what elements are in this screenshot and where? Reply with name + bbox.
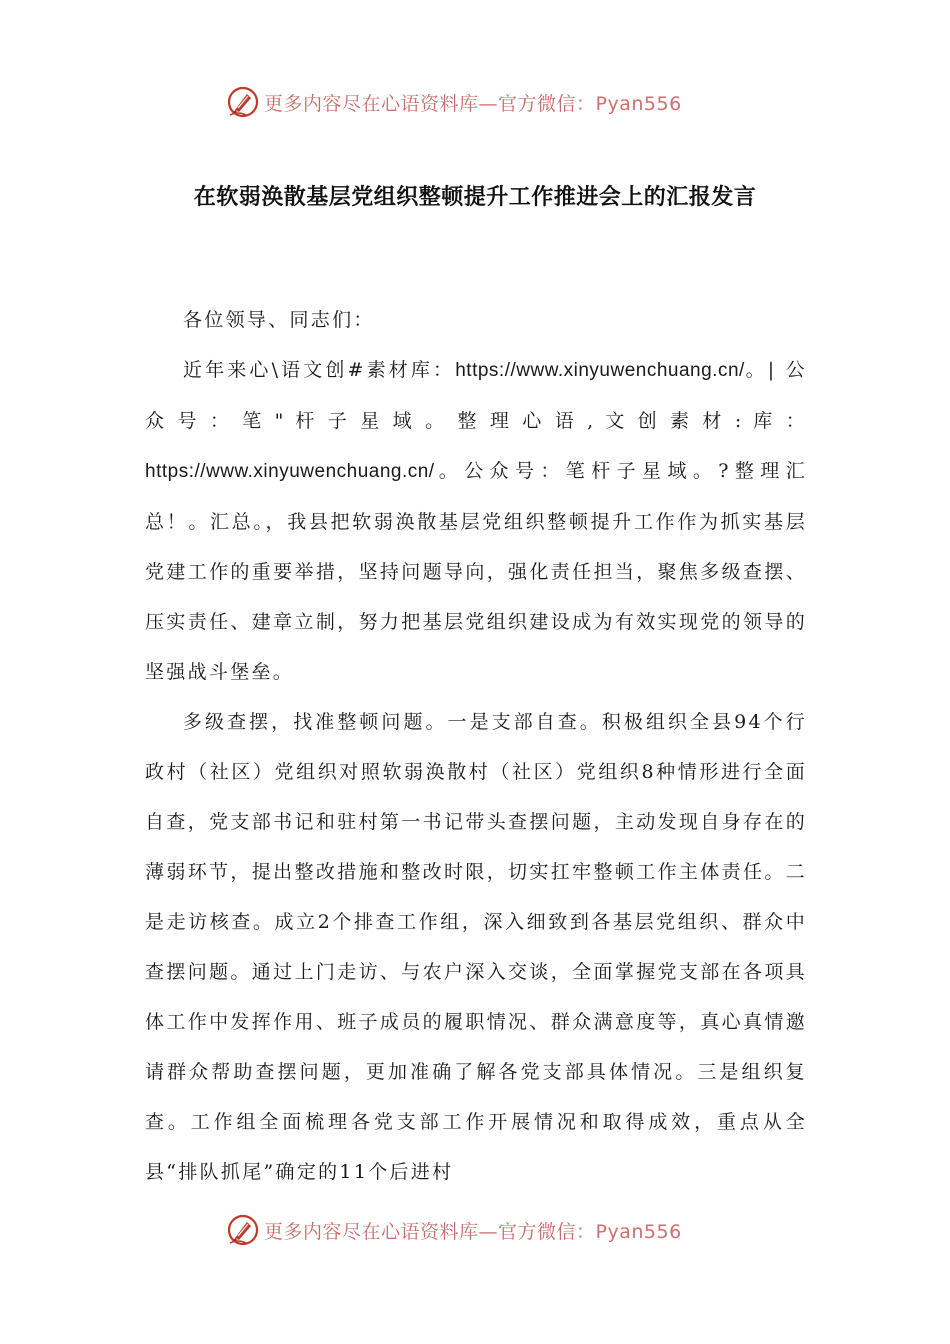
banner-text: 更多内容尽在心语资料库—官方微信：Pyan556 [264,92,682,115]
paragraph-intro [145,345,807,697]
pen-nib-logo-icon [226,1213,260,1247]
banner-text: 更多内容尽在心语资料库—官方微信：Pyan556 [264,1220,682,1243]
greeting-paragraph: 各位领导、同志们： [183,309,375,331]
source-link-1[interactable]: https://www.xinyuwenchuang.cn/ [455,360,745,381]
header-banner [226,82,682,122]
intro-text-a: 近年来心\语文创#素材库： [183,359,456,381]
document-title: 在软弱涣散基层党组织整顿提升工作推进会上的汇报发言 [193,184,757,210]
paragraph-inspection: 多级查摆，找准整顿问题。一是支部自查。积极组织全县94个行政村（社区）党组织对照软弱涣散村（社区）党组织8种情形进行全面自查，党支部书记和驻村第一书记带头查摆问题，主动发现自身存在的薄弱环节，提出整改措施和整改时限，切实扛牢整顿工作主体责任。二是走访核查。成立2个排查工作组，深入细致到各基层党组织、群众中查摆问题。通过上门走访、与农户深入交谈，全面掌握党支部在各项具体工作中发挥作用、班子成员的履职情况、群众满意度等，真心真情邀请群众帮助查摆问题，更加准确了解各党支部具体情况。三是组织复查。工作组全面梳理各党支部工作开展情况和取得成效，重点从全县“排队抓尾”确定的11个后进村 [145,711,807,1183]
intro-text-b: 。| 公 众 号 ： 笔 " 杆 子 星 域 。 整 理 心 语 , 文 创 素 材 : 库 ： [145,359,807,432]
intro-text-c: 。公众号：笔杆子星域。?整理汇总！。汇总。，我县把软弱涣散基层党组织整顿提升工作作为抓实基层党建工作的重要举措，坚持问题导向，强化责任担当，聚焦多级查摆、压实责任、建章立制，努力把基层党组织建设成为有效实现党的领导的坚强战斗堡垒。 [145,460,807,683]
wechat-id: Pyan556 [595,1220,682,1243]
source-link-2[interactable]: https://www.xinyuwenchuang.cn/ [145,461,435,482]
wechat-id: Pyan556 [595,92,682,115]
pen-nib-logo-icon [226,85,260,119]
footer-banner [226,1210,682,1250]
document-body [145,295,807,1197]
